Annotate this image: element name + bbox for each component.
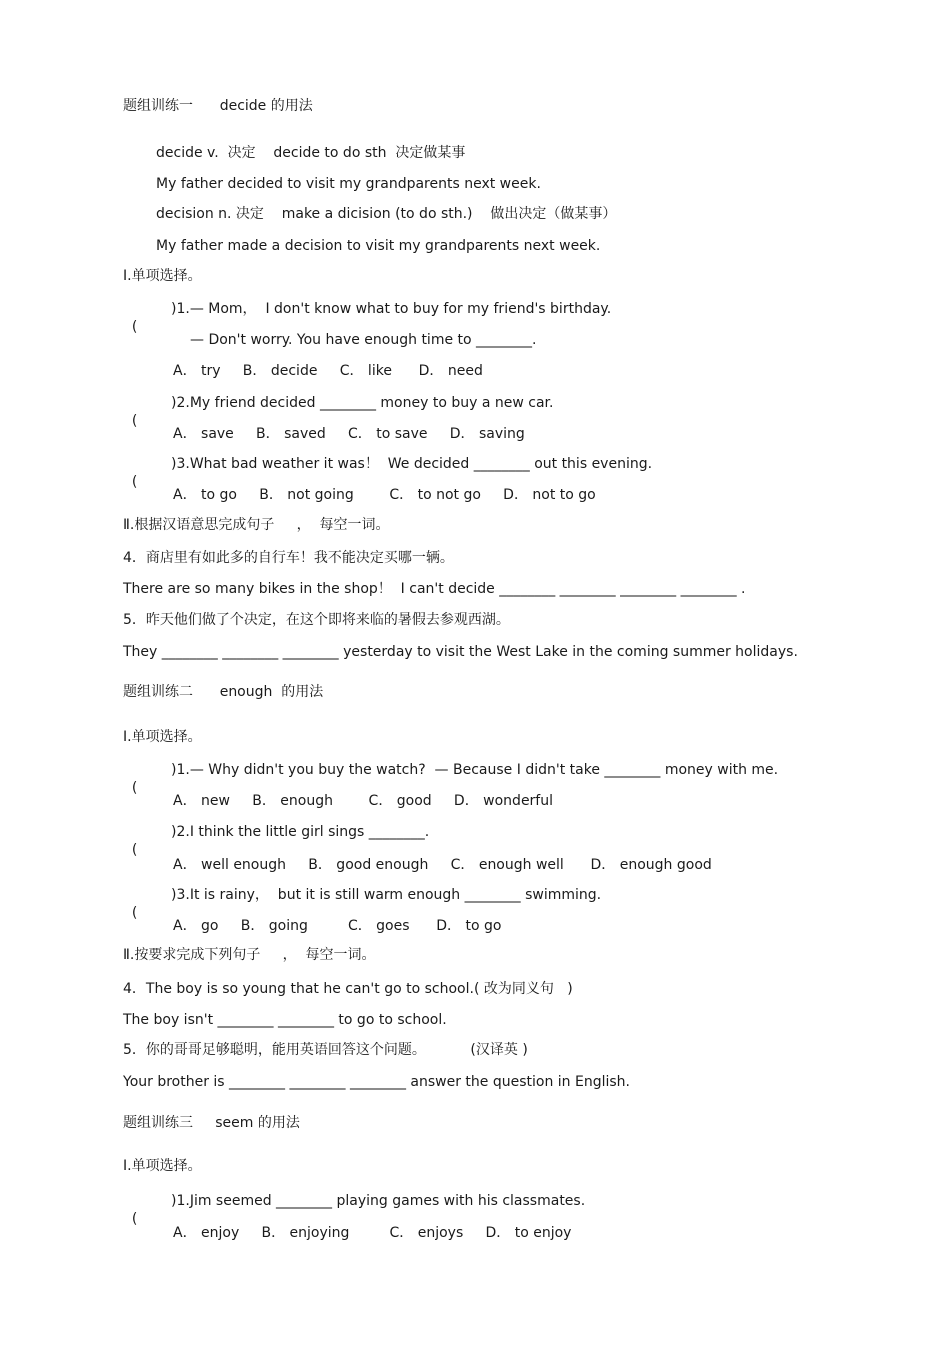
question-text: )1.Jim seemed ________ playing games with his classmates. bbox=[171, 1193, 586, 1209]
question-text: )1.— Mom， I don't know what to buy for my friend's birthday. bbox=[171, 301, 612, 317]
question-4-prompt: 4．The boy is so young that he can't go to school.( 改为同义句 ) bbox=[123, 981, 573, 997]
note-line: decide v. 决定 decide to do sth 决定做某事 bbox=[156, 145, 466, 161]
answer-paren: ( bbox=[131, 319, 138, 335]
question-text: )1.— Why didn't you buy the watch? — Because I didn't take ________ money with me. bbox=[171, 762, 779, 778]
section-title-enough: 题组训练二 enough 的用法 bbox=[123, 684, 324, 700]
part-heading: Ⅱ.根据汉语意思完成句子 ， 每空一词。 bbox=[123, 517, 390, 533]
question-5-english: They ________ ________ ________ yesterday to visit the West Lake in the coming summer holidays. bbox=[123, 644, 798, 660]
answer-paren: ( bbox=[131, 905, 138, 921]
question-text: )2.I think the little girl sings ________. bbox=[171, 824, 430, 840]
options: A． try B． decide C． like D． need bbox=[173, 363, 483, 379]
question-text: )3.What bad weather it was！ We decided ________ out this evening. bbox=[171, 456, 653, 472]
part-heading: Ⅰ.单项选择。 bbox=[123, 1158, 202, 1174]
note-line: decision n. 决定 make a dicision (to do sth.) 做出决定（做某事） bbox=[156, 206, 617, 222]
question-5-answer-line: Your brother is ________ ________ ________ answer the question in English. bbox=[123, 1074, 630, 1090]
part-heading: Ⅰ.单项选择。 bbox=[123, 268, 202, 284]
question-4-chinese: 4．商店里有如此多的自行车！我不能决定买哪一辆。 bbox=[123, 550, 454, 566]
section-title-seem: 题组训练三 seem 的用法 bbox=[123, 1115, 300, 1131]
question-5-chinese: 5．你的哥哥足够聪明，能用英语回答这个问题。 (汉译英 ) bbox=[123, 1042, 528, 1058]
options: A． save B． saved C． to save D． saving bbox=[173, 426, 525, 442]
question-text: )3.It is rainy， but it is still warm enough ________ swimming. bbox=[171, 887, 602, 903]
options: A． enjoy B． enjoying C． enjoys D． to enjoy bbox=[173, 1225, 572, 1241]
options: A． well enough B． good enough C． enough well D． enough good bbox=[173, 857, 712, 873]
question-4-english: There are so many bikes in the shop！ I can't decide ________ ________ ________ ________ . bbox=[123, 581, 746, 597]
question-5-chinese: 5．昨天他们做了个决定，在这个即将来临的暑假去参观西湖。 bbox=[123, 612, 510, 628]
answer-paren: ( bbox=[131, 780, 138, 796]
options: A． new B． enough C． good D． wonderful bbox=[173, 793, 554, 809]
note-line: My father made a decision to visit my grandparents next week. bbox=[156, 238, 601, 254]
question-4-answer-line: The boy isn't ________ ________ to go to school. bbox=[123, 1012, 447, 1028]
options: A． go B． going C． goes D． to go bbox=[173, 918, 502, 934]
question-text: )2.My friend decided ________ money to buy a new car. bbox=[171, 395, 554, 411]
note-line: My father decided to visit my grandparents next week. bbox=[156, 176, 541, 192]
section-title-decide: 题组训练一 decide 的用法 bbox=[123, 98, 313, 114]
question-2 bbox=[123, 823, 430, 877]
part-heading: Ⅰ.单项选择。 bbox=[123, 729, 202, 745]
answer-paren: ( bbox=[131, 842, 138, 858]
part-heading: Ⅱ.按要求完成下列句子 ， 每空一词。 bbox=[123, 947, 376, 963]
options: A． to go B． not going C． to not go D． not to go bbox=[173, 487, 596, 503]
answer-paren: ( bbox=[131, 474, 138, 490]
answer-paren: ( bbox=[131, 1211, 138, 1227]
answer-paren: ( bbox=[131, 413, 138, 429]
question-text: — Don't worry. You have enough time to ________. bbox=[190, 332, 537, 348]
